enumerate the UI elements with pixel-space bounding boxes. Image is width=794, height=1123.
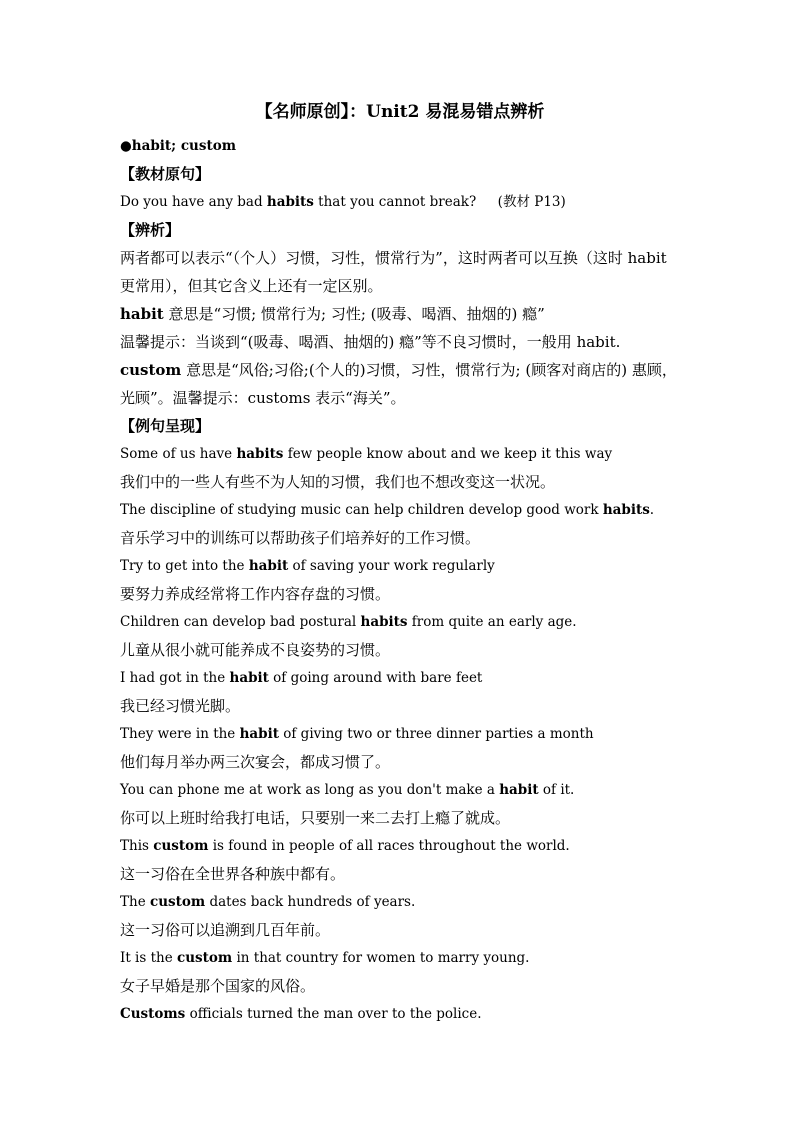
list-item bbox=[120, 608, 680, 664]
example-list bbox=[120, 440, 680, 1028]
textbook-sentence: Do you have any bad habits that you cannot break? (教材 P13) bbox=[120, 194, 566, 210]
example-cn: 要努力养成经常将工作内容存盘的习惯。 bbox=[120, 585, 391, 603]
analysis-heading: 【辨析】 bbox=[120, 221, 181, 239]
topic-heading: ●habit; custom bbox=[120, 138, 236, 154]
example-cn: 女子早婚是那个国家的风俗。 bbox=[120, 977, 316, 995]
example-cn: 他们每月举办两三次宴会，都成习惯了。 bbox=[120, 753, 391, 771]
example-en: The custom dates back hundreds of years. bbox=[120, 894, 416, 910]
examples-heading: 【例句呈现】 bbox=[120, 417, 211, 435]
example-en: You can phone me at work as long as you don't make a habit of it. bbox=[120, 782, 575, 798]
list-item bbox=[120, 776, 680, 832]
example-en: The discipline of studying music can help children develop good work habits. bbox=[120, 502, 655, 518]
example-cn: 你可以上班时给我打电话，只要别一来二去打上瘾了就成。 bbox=[120, 809, 511, 827]
habit-definition: habit 意思是“习惯; 惯常行为; 习性; (吸毒、喝酒、抽烟的) 瘾” bbox=[120, 305, 545, 323]
example-cn: 音乐学习中的训练可以帮助孩子们培养好的工作习惯。 bbox=[120, 529, 481, 547]
example-en: Some of us have habits few people know about and we keep it this way bbox=[120, 446, 613, 462]
analysis-paragraph: 两者都可以表示“（个人）习惯，习性，惯常行为”，这时两者可以互换（这时 habit 更常用），但其它含义上还有一定区别。 bbox=[120, 249, 667, 295]
textbook-heading: 【教材原句】 bbox=[120, 165, 211, 183]
list-item bbox=[120, 720, 680, 776]
list-item bbox=[120, 440, 680, 496]
list-item bbox=[120, 1000, 680, 1028]
example-en: Customs officials turned the man over to the police. bbox=[120, 1006, 482, 1022]
page-title: 【名师原创】：Unit2 易混易错点辨析 bbox=[255, 102, 545, 122]
example-cn: 儿童从很小就可能养成不良姿势的习惯。 bbox=[120, 641, 391, 659]
example-en: Children can develop bad postural habits from quite an early age. bbox=[120, 614, 577, 630]
example-cn: 这一习俗可以追溯到几百年前。 bbox=[120, 921, 331, 939]
list-item bbox=[120, 552, 680, 608]
example-en: I had got in the habit of going around with bare feet bbox=[120, 670, 483, 686]
example-en: It is the custom in that country for women to marry young. bbox=[120, 950, 530, 966]
textbook-ref: (教材 P13) bbox=[497, 194, 566, 210]
example-en: This custom is found in people of all races throughout the world. bbox=[120, 838, 570, 854]
document-page bbox=[120, 100, 680, 1028]
list-item bbox=[120, 832, 680, 888]
example-en: They were in the habit of giving two or three dinner parties a month bbox=[120, 726, 594, 742]
example-en: Try to get into the habit of saving your work regularly bbox=[120, 558, 495, 574]
list-item bbox=[120, 944, 680, 1000]
list-item bbox=[120, 664, 680, 720]
list-item bbox=[120, 496, 680, 552]
example-cn: 我已经习惯光脚。 bbox=[120, 697, 241, 715]
example-cn: 这一习俗在全世界各种族中都有。 bbox=[120, 865, 346, 883]
custom-definition: custom 意思是“风俗;习俗;(个人的)习惯，习性，惯常行为; (顾客对商店的) 惠顾，光顾”。温馨提示：customs 表示“海关”。 bbox=[120, 361, 677, 407]
list-item bbox=[120, 888, 680, 944]
habit-tip: 温馨提示：当谈到“(吸毒、喝酒、抽烟的) 瘾”等不良习惯时，一般用 habit. bbox=[120, 333, 621, 351]
example-cn: 我们中的一些人有些不为人知的习惯，我们也不想改变这一状况。 bbox=[120, 473, 556, 491]
